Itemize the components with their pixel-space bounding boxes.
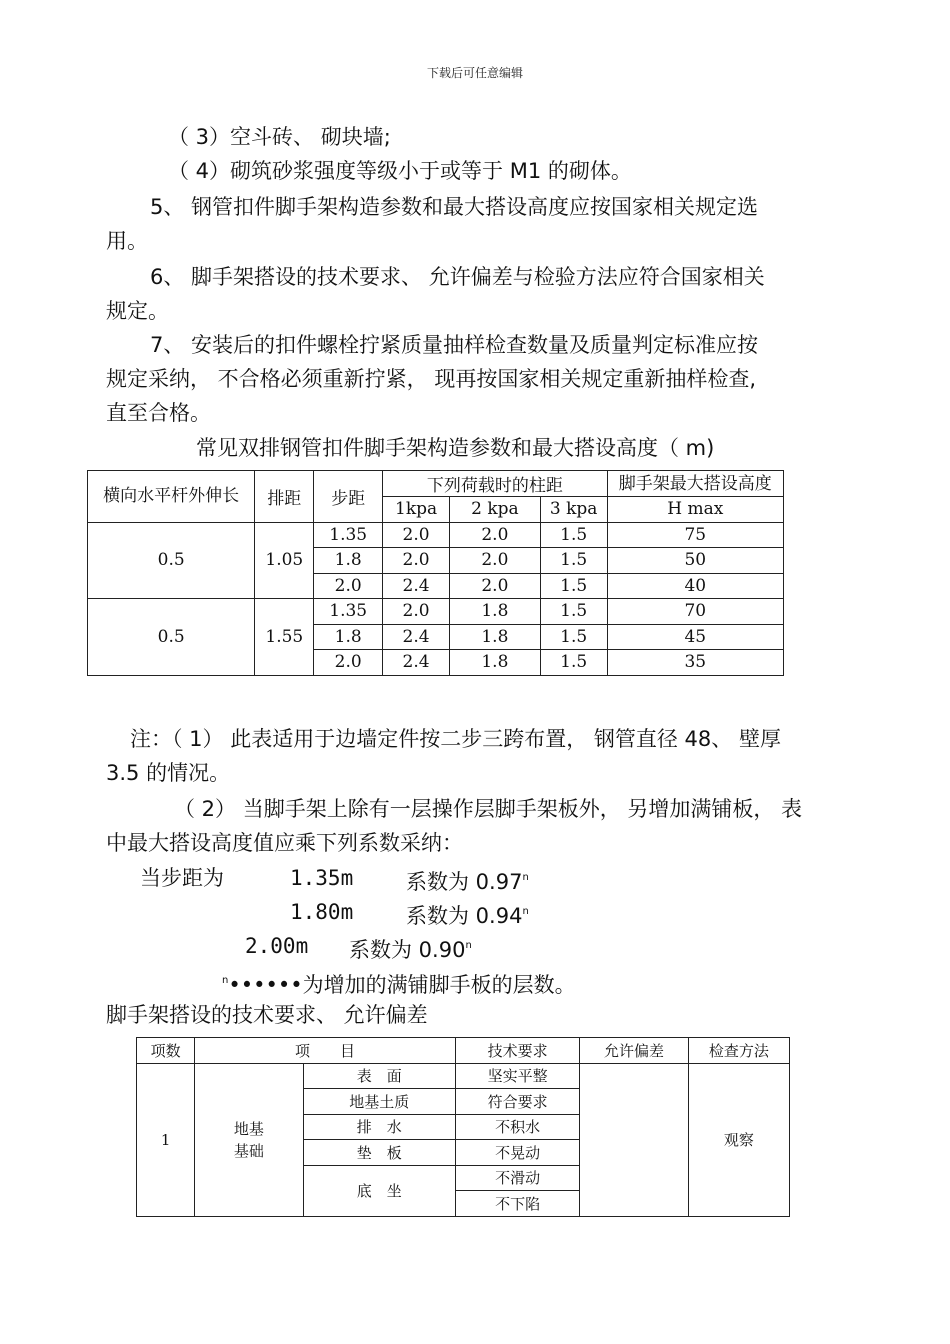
cell: 1.5 bbox=[540, 624, 607, 650]
header-extension: 横向水平杆外伸长 bbox=[88, 471, 255, 523]
header-tolerance: 允许偏差 bbox=[580, 1038, 688, 1064]
exponent: n bbox=[522, 872, 529, 883]
cell: 2.0 bbox=[383, 548, 450, 574]
exponent: n bbox=[522, 906, 529, 917]
header-load-2: 2 kpa bbox=[450, 497, 541, 523]
item-name: 地基土质 bbox=[303, 1089, 455, 1115]
header-load-1: 1kpa bbox=[383, 497, 450, 523]
item-name: 底 坐 bbox=[303, 1165, 455, 1216]
cell: 2.0 bbox=[314, 650, 383, 676]
requirement: 不积水 bbox=[455, 1114, 579, 1140]
header-load-3: 3 kpa bbox=[540, 497, 607, 523]
header-method: 检查方法 bbox=[688, 1038, 789, 1064]
header-row-spacing: 排距 bbox=[255, 471, 314, 523]
item-name: 表 面 bbox=[303, 1063, 455, 1089]
group-extension: 0.5 bbox=[88, 599, 255, 676]
cell: 2.0 bbox=[450, 573, 541, 599]
item-number: 1 bbox=[137, 1063, 195, 1216]
page-header: 下载后可任意编辑 bbox=[426, 66, 523, 80]
cell: 1.5 bbox=[540, 650, 607, 676]
coefficient-text: 系数为 0.94 bbox=[406, 904, 523, 928]
note-2-line1: （ 2） 当脚手架上除有一层操作层脚手架板外， 另增加满铺板， 表 bbox=[174, 797, 803, 821]
cell: 50 bbox=[607, 548, 783, 574]
cell: 70 bbox=[607, 599, 783, 625]
cell: 2.0 bbox=[450, 522, 541, 548]
cell: 1.8 bbox=[450, 624, 541, 650]
cell: 2.4 bbox=[383, 624, 450, 650]
coefficient-3 bbox=[349, 931, 472, 965]
requirement: 符合要求 bbox=[455, 1089, 579, 1115]
coefficient-text: 系数为 0.97 bbox=[406, 870, 523, 894]
technical-requirements-table bbox=[136, 1037, 790, 1217]
cell: 1.5 bbox=[540, 548, 607, 574]
note-1-line2: 3.5 的情况。 bbox=[106, 761, 231, 785]
table-row bbox=[137, 1063, 790, 1089]
coefficient-text: 系数为 0.90 bbox=[349, 938, 466, 962]
cell: 35 bbox=[607, 650, 783, 676]
cell: 1.8 bbox=[450, 599, 541, 625]
item-6-line2: 规定。 bbox=[106, 299, 169, 323]
cell: 2.0 bbox=[383, 599, 450, 625]
group-row-spacing: 1.55 bbox=[255, 599, 314, 676]
item-name: 垫 板 bbox=[303, 1140, 455, 1166]
exponent: n bbox=[465, 940, 472, 951]
item-7-line2: 规定采纳， 不合格必须重新拧紧， 现再按国家相关规定重新抽样检查, bbox=[106, 367, 757, 391]
scaffold-parameter-table bbox=[87, 470, 784, 676]
cell: 1.8 bbox=[314, 548, 383, 574]
cell: 45 bbox=[607, 624, 783, 650]
exponent: n bbox=[222, 975, 229, 986]
group-foundation bbox=[195, 1063, 303, 1216]
cell: 2.0 bbox=[314, 573, 383, 599]
cell: 2.0 bbox=[450, 548, 541, 574]
section-heading: 脚手架搭设的技术要求、 允许偏差 bbox=[106, 1003, 428, 1027]
item-7-line1: 7、 安装后的扣件螺栓拧紧质量抽样检查数量及质量判定标准应按 bbox=[150, 333, 759, 357]
item-3: （ 3）空斗砖、 砌块墙; bbox=[168, 125, 391, 149]
cell: 1.35 bbox=[314, 522, 383, 548]
header-requirement: 技术要求 bbox=[455, 1038, 579, 1064]
header-max-height: 脚手架最大搭设高度 bbox=[607, 471, 783, 497]
cell: 1.5 bbox=[540, 573, 607, 599]
group-row-spacing: 1.05 bbox=[255, 522, 314, 599]
item-7-line3: 直至合格。 bbox=[106, 401, 211, 425]
header-column-spacing: 下列荷载时的柱距 bbox=[383, 471, 607, 497]
layer-note bbox=[222, 966, 576, 1000]
item-6-line1: 6、 脚手架搭设的技术要求、 允许偏差与检验方法应符合国家相关 bbox=[150, 265, 765, 289]
check-method: 观察 bbox=[688, 1063, 789, 1216]
coefficient-1 bbox=[406, 863, 529, 897]
group-line: 基础 bbox=[233, 1141, 264, 1160]
item-4: （ 4）砌筑砂浆强度等级小于或等于 M1 的砌体。 bbox=[168, 159, 632, 183]
requirement: 坚实平整 bbox=[455, 1063, 579, 1089]
header-step: 步距 bbox=[314, 471, 383, 523]
cell: 1.35 bbox=[314, 599, 383, 625]
coefficient-2 bbox=[406, 897, 529, 931]
requirement: 不晃动 bbox=[455, 1140, 579, 1166]
item-5-line1: 5、 钢管扣件脚手架构造参数和最大搭设高度应按国家相关规定选 bbox=[150, 195, 759, 219]
table-row bbox=[88, 599, 784, 625]
step-value-1: 1.35m bbox=[290, 866, 354, 890]
requirement: 不滑动 bbox=[455, 1165, 579, 1191]
note-1-line1: 注：（ 1） 此表适用于边墙定件按二步三跨布置， 钢管直径 48、 壁厚 bbox=[130, 727, 781, 751]
cell: 1.5 bbox=[540, 522, 607, 548]
tolerance-cell bbox=[580, 1063, 688, 1216]
group-extension: 0.5 bbox=[88, 522, 255, 599]
step-value-3: 2.00m bbox=[245, 934, 309, 958]
cell: 40 bbox=[607, 573, 783, 599]
cell: 75 bbox=[607, 522, 783, 548]
layer-note-text: ••••••为增加的满铺脚手板的层数。 bbox=[228, 973, 576, 997]
requirement: 不下陷 bbox=[455, 1191, 579, 1217]
step-value-2: 1.80m bbox=[290, 900, 354, 924]
cell: 2.4 bbox=[383, 650, 450, 676]
note-2-line2: 中最大搭设高度值应乘下列系数采纳： bbox=[106, 831, 463, 855]
item-5-line2: 用。 bbox=[106, 229, 148, 253]
cell: 1.8 bbox=[314, 624, 383, 650]
table-row bbox=[88, 522, 784, 548]
step-label: 当步距为 bbox=[140, 866, 224, 890]
cell: 2.0 bbox=[383, 522, 450, 548]
header-item: 项 目 bbox=[195, 1038, 456, 1064]
cell: 2.4 bbox=[383, 573, 450, 599]
item-name: 排 水 bbox=[303, 1114, 455, 1140]
table1-title: 常见双排钢管扣件脚手架构造参数和最大搭设高度（ m) bbox=[196, 436, 715, 460]
header-hmax: H max bbox=[607, 497, 783, 523]
cell: 1.8 bbox=[450, 650, 541, 676]
cell: 1.5 bbox=[540, 599, 607, 625]
header-number: 项数 bbox=[137, 1038, 195, 1064]
group-line: 地基 bbox=[233, 1119, 264, 1138]
